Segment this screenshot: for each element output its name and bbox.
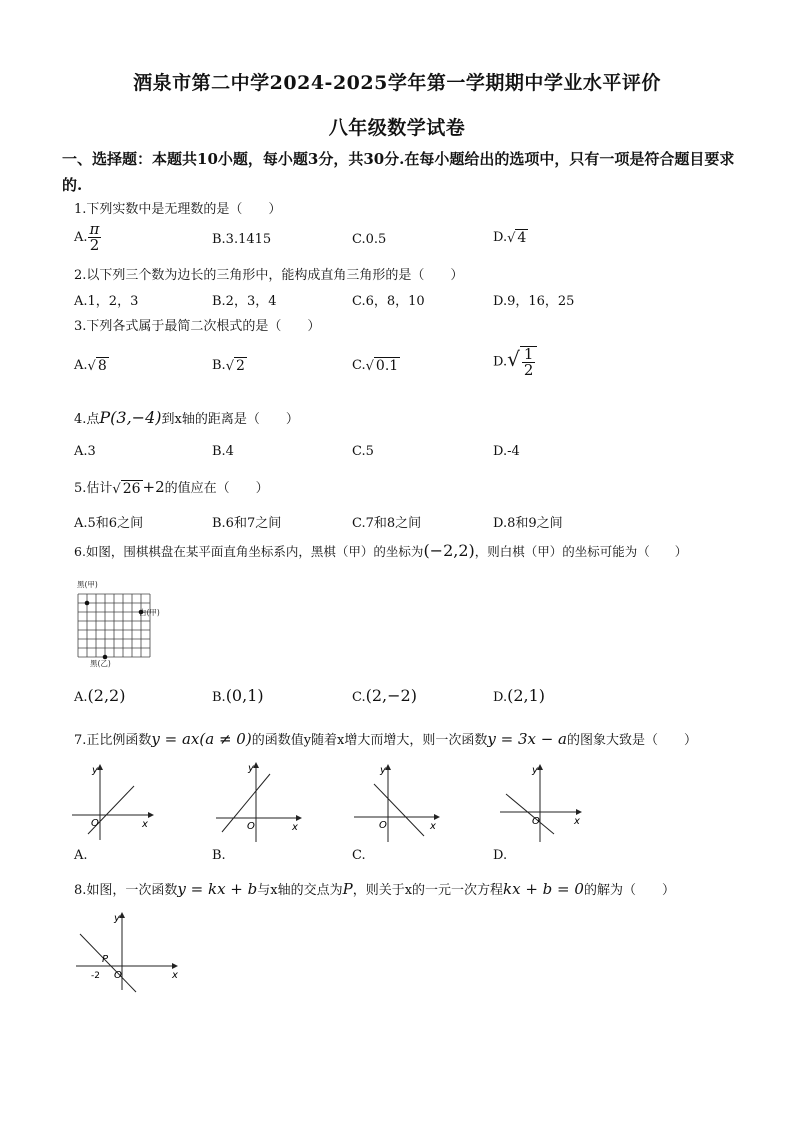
question-5-stem: 5.估计√ 26 +2的值应在（ ）	[74, 478, 269, 497]
q7-graph-d	[496, 762, 588, 846]
question-8-stem: 8.如图，一次函数y = kx + b与x轴的交点为P，则关于x的一元一次方程kx + b = 0的解为（ ）	[74, 880, 675, 898]
label-white-jia: 白(甲)	[139, 608, 160, 617]
q6-option-d: D.(2,1)	[493, 686, 546, 705]
question-6-stem: 6.如图，围棋棋盘在某平面直角坐标系内，黑棋（甲）的坐标为(−2,2)，则白棋（甲）的坐标可能为（ ）	[74, 541, 688, 560]
q4-option-a: A.3	[74, 444, 96, 459]
q5-option-a: A.5和6之间	[74, 516, 144, 531]
label-black-yi: 黑(乙)	[90, 659, 111, 668]
q7-option-b: B.	[212, 848, 226, 863]
q7-option-c: C.	[352, 848, 366, 863]
label-black-jia: 黑(甲)	[77, 580, 98, 589]
svg-text:O: O	[532, 816, 540, 827]
q2-option-d: D.9，16，25	[493, 294, 575, 309]
question-2-stem: 2.以下列三个数为边长的三角形中，能构成直角三角形的是（ ）	[74, 268, 464, 283]
svg-text:y: y	[92, 765, 98, 776]
svg-text:y: y	[380, 765, 386, 776]
q6-option-b: B.(0,1)	[212, 686, 264, 705]
svg-text:x: x	[172, 970, 178, 981]
q5-option-b: B.6和7之间	[212, 516, 282, 531]
q1-option-a: A. $\frac{\pi}{2}$	[74, 220, 100, 254]
svg-text:O: O	[379, 820, 387, 831]
svg-text:y: y	[248, 763, 254, 774]
question-4-stem: 4.点P(3,−4)到x轴的距离是（ ）	[74, 408, 299, 427]
exam-title: 酒泉市第二中学2024-2025学年第一学期期中学业水平评价	[133, 72, 661, 94]
svg-text:x: x	[574, 816, 580, 827]
q7-option-a: A.	[74, 848, 88, 863]
line-b	[222, 774, 270, 832]
svg-text:O: O	[247, 821, 255, 832]
question-1-stem: 1.下列实数中是无理数的是（ ）	[74, 202, 282, 217]
q3-option-b: B.√ 2	[212, 358, 245, 374]
q2-option-b: B.2，3，4	[212, 294, 277, 309]
q7-graph-a	[68, 762, 156, 844]
q7-option-d: D.	[493, 848, 508, 863]
q1-option-b: B.3.1415	[212, 232, 272, 247]
svg-text:x: x	[292, 822, 298, 833]
svg-text:x: x	[142, 819, 148, 830]
q8-graph	[72, 910, 184, 994]
question-7-stem: 7.正比例函数y = ax(a ≠ 0)的函数值y随着x增大而增大，则一次函数y = 3x − a的图象大致是（ ）	[74, 730, 698, 748]
line-d	[506, 794, 554, 834]
svg-text:x: x	[430, 821, 436, 832]
svg-text:O: O	[114, 970, 122, 981]
exam-subtitle: 八年级数学试卷	[328, 117, 466, 139]
q1-option-c: C.0.5	[352, 232, 387, 247]
black-stone-jia	[85, 601, 90, 606]
q4-option-b: B.4	[212, 444, 234, 459]
fraction: $\frac{\pi}{2}$	[89, 220, 100, 254]
go-board-figure	[72, 576, 162, 668]
q6-option-a: A.(2,2)	[74, 686, 126, 705]
q2-option-c: C.6，8，10	[352, 294, 425, 309]
q7-graph-c	[350, 762, 442, 846]
svg-text:O: O	[91, 818, 99, 829]
q3-option-a: A.√ 8	[74, 358, 107, 374]
q4-option-c: C.5	[352, 444, 374, 459]
section-heading: 一、选择题：本题共10小题，每小题3分，共30分.在每小题给出的选项中，只有一项是符合题目要求的.	[62, 150, 735, 194]
svg-text:y: y	[114, 913, 120, 924]
q6-option-c: C.(2,−2)	[352, 686, 417, 705]
q5-option-c: C.7和8之间	[352, 516, 422, 531]
q3-option-c: C.√ 0.1	[352, 358, 399, 374]
q4-option-d: D.-4	[493, 444, 520, 459]
q1-option-d: D.√ 4	[493, 230, 527, 246]
q3-option-d: D.√ $\frac{1}{2}$	[493, 346, 537, 378]
tick-minus-2: -2	[91, 971, 100, 981]
point-p-label: P	[102, 954, 109, 965]
q2-option-a: A.1，2，3	[74, 294, 139, 309]
q5-option-d: D.8和9之间	[493, 516, 563, 531]
svg-text:y: y	[532, 765, 538, 776]
q7-graph-b	[212, 760, 304, 846]
question-3-stem: 3.下列各式属于最简二次根式的是（ ）	[74, 319, 321, 334]
